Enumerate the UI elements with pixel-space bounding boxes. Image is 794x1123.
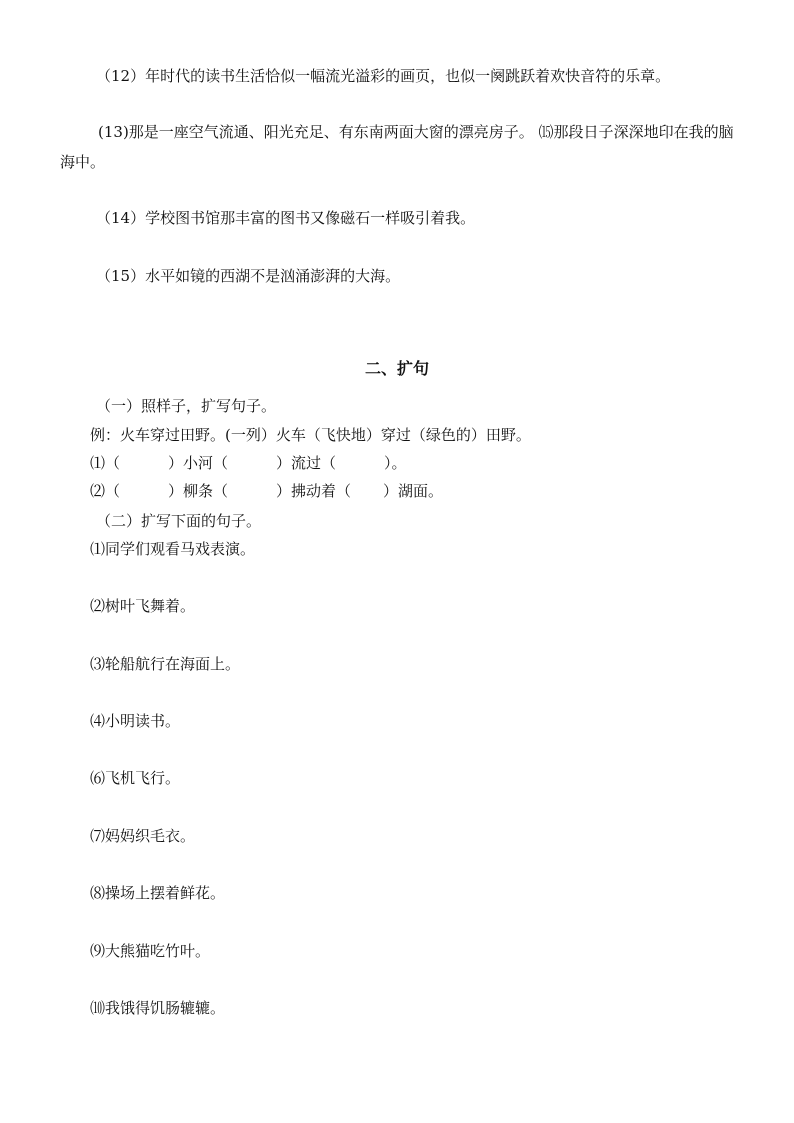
list-item: ⑹飞机飞行。 [90,769,181,787]
exercise-text: ）湖面。 [383,482,444,500]
exercise-line-2 [90,481,443,501]
subsection-2-title: （二）扩写下面的句子。 [96,512,262,530]
list-item: ⑺妈妈织毛衣。 [90,827,196,845]
list-item: ⑽我饿得饥肠辘辘。 [90,999,226,1017]
list-item: ⑶轮船航行在海面上。 [90,655,241,673]
sentence-14: （14）学校图书馆那丰富的图书又像磁石一样吸引着我。 [96,209,476,227]
exercise-text: ）流过（ [276,454,337,472]
section-title: 二、扩句 [364,359,429,378]
exercise-text: ）小河（ [168,454,229,472]
list-item: ⑼大熊猫吃竹叶。 [90,942,211,960]
list-item: ⑴同学们观看马戏表演。 [90,540,256,558]
exercise-line-1 [90,453,407,473]
exercise-text: ）拂动着（ [276,482,352,500]
subsection-1-title: （一）照样子，扩写句子。 [96,397,277,415]
list-item: ⑷小明读书。 [90,712,181,730]
sentence-12: （12）年时代的读书生活恰似一幅流光溢彩的画页，也似一阕跳跃着欢快音符的乐章。 [96,67,671,85]
exercise-number: ⑵（ [90,482,121,500]
example-sentence: 例：火车穿过田野。(一列）火车（飞快地）穿过（绿色的）田野。 [90,426,531,444]
exercise-text: ）柳条（ [168,482,229,500]
sentence-15: （15）水平如镜的西湖不是汹涌澎湃的大海。 [96,267,401,285]
list-item: ⑵树叶飞舞着。 [90,597,196,615]
exercise-text: ）。 [384,454,407,472]
sentence-13: (13)那是一座空气流通、阳光充足、有东南两面大窗的漂亮房子。 ⒂那段日子深深地印在我的脑海中。 [60,123,734,171]
list-item: ⑻操场上摆着鲜花。 [90,884,226,902]
exercise-number: ⑴（ [90,454,121,472]
